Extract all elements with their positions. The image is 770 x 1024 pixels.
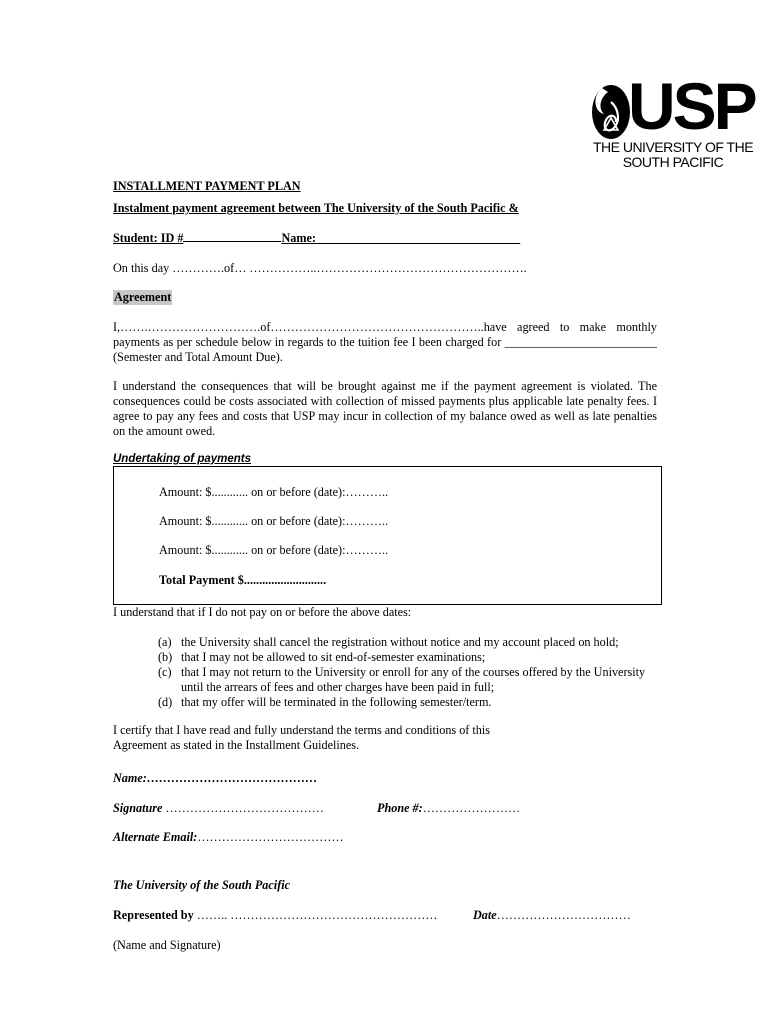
phone-blank[interactable]: …………………… xyxy=(422,801,521,815)
signature-blank[interactable]: ………………………………… xyxy=(162,801,324,815)
university-name-line2: SOUTH PACIFIC xyxy=(622,154,724,170)
alternate-email-blank[interactable]: ……………………………… xyxy=(197,830,344,844)
alternate-email-field[interactable] xyxy=(113,830,344,845)
student-id-label: Student: ID # xyxy=(113,231,184,245)
student-name-label: Name: xyxy=(281,231,316,245)
total-payment-row[interactable]: Total Payment $........................... xyxy=(159,573,327,587)
date-blank[interactable]: …………………………… xyxy=(496,908,631,922)
payment-row-1[interactable]: Amount: $............ on or before (date):……….. xyxy=(159,485,389,499)
payment-row-2[interactable]: Amount: $............ on or before (date):……….. xyxy=(159,514,389,528)
student-id-field[interactable] xyxy=(183,231,281,242)
university-name-line1: THE UNIVERSITY OF THE xyxy=(592,139,754,155)
student-line xyxy=(113,231,520,246)
list-item xyxy=(158,635,658,650)
agreement-heading: Agreement xyxy=(114,290,172,304)
date-label: Date xyxy=(473,908,497,922)
signature-label: Signature xyxy=(113,801,163,815)
represented-by-blank[interactable]: …….. …………………………………………… xyxy=(193,908,438,922)
name-and-signature-caption: (Name and Signature) xyxy=(113,938,221,952)
agreement-paragraph-1-end: (Semester and Total Amount Due). xyxy=(113,350,283,364)
list-item xyxy=(158,665,658,695)
phone-field[interactable] xyxy=(377,801,520,816)
payment-row-3[interactable]: Amount: $............ on or before (date):……….. xyxy=(159,543,389,557)
usp-logo xyxy=(588,69,758,177)
list-item-text: that I may not return to the University or enroll for any of the courses offered by the University until the arrears of fees and other charges have been paid in full; xyxy=(181,665,646,694)
agreement-paragraph-1-text: I,…….……………………….of……………………………………………..have agreed to make monthly payments as per schedule below in regards to the tuition fee I been charged for xyxy=(113,320,657,349)
list-item xyxy=(158,650,658,665)
list-marker: (b) xyxy=(158,650,173,664)
university-signatory-heading: The University of the South Pacific xyxy=(113,878,291,892)
list-item-text: that my offer will be terminated in the following semester/term. xyxy=(181,695,492,709)
date-of-agreement-line: On this day ………….of… ……………..……………………………………………. xyxy=(113,261,527,275)
agreement-paragraph-2: I understand the consequences that will be brought against me if the payment agreement is violated. The consequences could be costs associated with collection of missed payments plus applicable late penalty fees. I agree to pay any fees and costs that USP may incur in collection of my balance owed as well as late penalties on the amount owed. xyxy=(113,379,657,438)
semester-amount-blank[interactable]: _________________________ xyxy=(504,335,657,349)
student-name-blank[interactable]: _________________________________ xyxy=(315,231,521,245)
list-item-text: the University shall cancel the registration without notice and my account placed on hold; xyxy=(181,635,619,649)
conditions-list xyxy=(158,635,658,710)
student-name-signature-field[interactable]: Name:…………………………………… xyxy=(113,771,318,785)
document-subtitle: Instalment payment agreement between The University of the South Pacific & xyxy=(113,201,519,215)
payment-schedule-box xyxy=(113,466,662,605)
document-title: INSTALLMENT PAYMENT PLAN xyxy=(113,179,301,193)
agreement-paragraph-1 xyxy=(113,320,657,365)
alternate-email-label: Alternate Email: xyxy=(113,830,198,844)
represented-by-label: Represented by xyxy=(113,908,194,922)
date-field[interactable] xyxy=(473,908,631,923)
list-marker: (d) xyxy=(158,695,173,709)
phone-label: Phone #: xyxy=(377,801,423,815)
list-item xyxy=(158,695,658,710)
list-marker: (c) xyxy=(158,665,172,679)
list-marker: (a) xyxy=(158,635,172,649)
represented-by-field[interactable] xyxy=(113,908,437,923)
list-item-text: that I may not be allowed to sit end-of-semester examinations; xyxy=(181,650,486,664)
undertaking-heading: Undertaking of payments xyxy=(113,453,252,465)
certification-statement: I certify that I have read and fully understand the terms and conditions of this Agreement as stated in the Installment Guidelines. xyxy=(113,723,491,752)
signature-field[interactable] xyxy=(113,801,324,816)
conditions-intro: I understand that if I do not pay on or before the above dates: xyxy=(113,605,412,619)
usp-wordmark: USP xyxy=(628,69,755,143)
